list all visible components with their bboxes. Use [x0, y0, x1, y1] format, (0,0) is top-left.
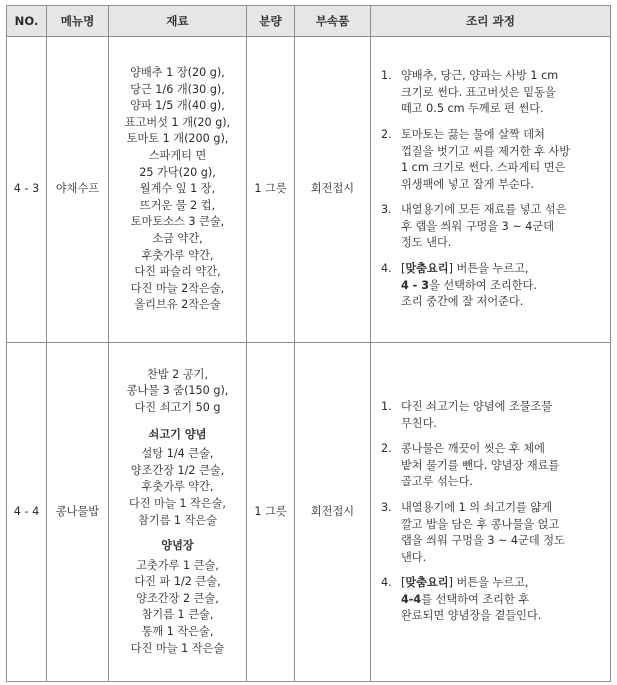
step-line: 정도 낸다. [401, 236, 452, 250]
step-line: 후 랩을 씌워 구멍을 3 ~ 4군데 [401, 219, 555, 233]
ingredient-line: 통깨 1 작은술, [141, 625, 214, 639]
step-item [381, 441, 604, 491]
ingredient-line: 참기름 1 작은술 [137, 513, 218, 527]
step-line: 완료되면 양념장을 곁들인다. [401, 609, 542, 623]
menu-name: 콩나물밥 [47, 343, 109, 682]
step-number: 4. [381, 262, 392, 276]
ingredient-line: 표고버섯 1 개(20 g), [124, 115, 231, 129]
step-line: 위생팩에 넣고 잘게 부순다. [401, 177, 535, 191]
step-line: 토마토는 끓는 물에 살짝 데쳐 [401, 127, 545, 141]
step-line: 무친다. [401, 416, 437, 430]
step-number: 2. [381, 442, 392, 456]
ingredient-line: 올리브유 2작은술 [134, 298, 221, 312]
recipe-table [6, 5, 611, 682]
header-process: 조리 과정 [371, 6, 611, 37]
step-text [401, 68, 604, 118]
row-number: 4 - 3 [7, 37, 47, 343]
header-amount: 분량 [247, 6, 295, 37]
ingredient-line: 후춧가루 약간, [141, 480, 214, 494]
button-name-emphasis: 맞춤요리 [405, 576, 449, 590]
step-line: 랩을 씌워 구멍을 3 ~ 4군데 정도 [401, 534, 565, 548]
ingredient-line: 참기름 1 큰술, [141, 608, 214, 622]
step-line: 껍질을 벗기고 씨를 제거한 후 사방 [401, 144, 571, 158]
step-line-rest: 를 선택하여 조리한 후 [421, 592, 530, 606]
step-number: 1. [381, 399, 392, 413]
process-steps [381, 68, 604, 311]
process-cell [371, 343, 611, 682]
step-item [381, 202, 604, 252]
bracket-open: [ [401, 576, 406, 590]
step-line: 다진 쇠고기는 양념에 조물조물 [401, 399, 553, 413]
table-row [7, 37, 611, 343]
step-text [401, 441, 604, 491]
ingredient-line: 다진 마늘 1 작은술, [129, 496, 226, 510]
step-line [401, 592, 604, 609]
process-cell [371, 37, 611, 343]
ingredient-line: 설탕 1/4 큰술, [141, 447, 214, 461]
step-text [401, 127, 604, 193]
ingredient-line: 다진 쇠고기 50 g [134, 400, 221, 414]
ingredient-line: 양파 1/5 개(40 g), [130, 99, 225, 113]
accessory: 회전접시 [295, 37, 371, 343]
step-line: 1 cm 크기로 썬다. 스파게티 면은 [401, 161, 566, 175]
step-line [401, 278, 604, 295]
step-item [381, 500, 604, 566]
ingredient-line: 후춧가루 약간, [141, 248, 214, 262]
step-number: 4. [381, 576, 392, 590]
step-item [381, 261, 604, 311]
header-accessory: 부속품 [295, 6, 371, 37]
ingredient-subheading: 양념장 [161, 539, 194, 553]
serving-amount: 1 그릇 [247, 37, 295, 343]
step-number: 1. [381, 69, 392, 83]
step-line-rest: ] 버튼을 누르고, [448, 262, 529, 276]
ingredient-line: 스파게티 면 [148, 149, 207, 163]
process-steps [381, 399, 604, 625]
step-number: 3. [381, 203, 392, 217]
serving-amount: 1 그릇 [247, 343, 295, 682]
table-header-row [7, 6, 611, 37]
ingredient-line: 25 가닥(20 g), [139, 165, 216, 179]
step-line [401, 261, 604, 278]
step-line: 깔고 밥을 담은 후 콩나물을 얹고 [401, 517, 560, 531]
ingredient-line: 당근 1/6 개(30 g), [130, 82, 225, 96]
step-text [401, 202, 604, 252]
step-item [381, 68, 604, 118]
step-line: 조리 중간에 잘 저어준다. [401, 295, 524, 309]
step-line [401, 575, 604, 592]
step-line-rest: 을 선택하여 조리한다. [429, 278, 537, 292]
step-line-rest: ] 버튼을 누르고, [448, 576, 529, 590]
ingredient-line: 토마토 1 개(200 g), [126, 132, 229, 146]
step-item [381, 575, 604, 625]
ingredients-cell [109, 343, 247, 682]
step-text [401, 399, 604, 432]
ingredient-line: 양조간장 2 큰술, [136, 591, 219, 605]
step-line: 내열용기에 모든 재료를 넣고 섞은 [401, 203, 567, 217]
step-text [401, 500, 604, 566]
ingredient-line: 양배추 1 장(20 g), [130, 66, 225, 80]
ingredient-line: 다진 파 1/2 큰술, [134, 575, 221, 589]
ingredient-line: 다진 파슬리 약간, [134, 265, 221, 279]
ingredient-line: 양조간장 1/2 큰술, [130, 463, 225, 477]
accessory: 회전접시 [295, 343, 371, 682]
step-line: 골고루 섞는다. [401, 475, 473, 489]
menu-name: 야채수프 [47, 37, 109, 343]
step-number: 3. [381, 500, 392, 514]
ingredient-subheading: 쇠고기 양념 [148, 427, 207, 441]
ingredient-line: 뜨거운 물 2 컵, [139, 198, 216, 212]
recipe-table-container [6, 5, 610, 682]
step-line: 양배추, 당근, 양파는 사방 1 cm [401, 69, 559, 83]
table-row [7, 343, 611, 682]
ingredient-line: 소금 약간, [152, 231, 203, 245]
ingredient-line: 다진 마늘 1 작은술 [130, 641, 225, 655]
step-line: 떼고 0.5 cm 두께로 편 썬다. [401, 102, 544, 116]
header-no: NO. [7, 6, 47, 37]
step-item [381, 399, 604, 432]
ingredient-line: 고춧가루 1 큰술, [136, 558, 219, 572]
step-line: 크기로 썬다. 표고버섯은 밑동을 [401, 85, 556, 99]
menu-code-emphasis: 4 - 3 [401, 278, 430, 292]
step-line: 낸다. [401, 550, 427, 564]
step-line: 밭쳐 물기를 뺀다. 양념장 재료를 [401, 458, 560, 472]
step-line: 내열용기에 1 의 쇠고기를 얇게 [401, 500, 553, 514]
ingredients-cell [109, 37, 247, 343]
button-name-emphasis: 맞춤요리 [405, 262, 449, 276]
bracket-open: [ [401, 262, 406, 276]
ingredient-line: 다진 마늘 2작은술, [130, 281, 225, 295]
header-menu: 메뉴명 [47, 6, 109, 37]
step-text [401, 575, 604, 625]
step-text [401, 261, 604, 311]
step-number: 2. [381, 127, 392, 141]
ingredient-line: 콩나물 3 줌(150 g), [126, 384, 229, 398]
step-line: 콩나물은 깨끗이 씻은 후 체에 [401, 442, 545, 456]
ingredient-line: 토마토소스 3 큰술, [130, 215, 225, 229]
header-ingredients: 재료 [109, 6, 247, 37]
step-item [381, 127, 604, 193]
row-number: 4 - 4 [7, 343, 47, 682]
menu-code-emphasis: 4-4 [401, 592, 422, 606]
ingredient-line: 월계수 잎 1 장, [139, 182, 216, 196]
ingredient-line: 찬밥 2 공기, [146, 367, 208, 381]
